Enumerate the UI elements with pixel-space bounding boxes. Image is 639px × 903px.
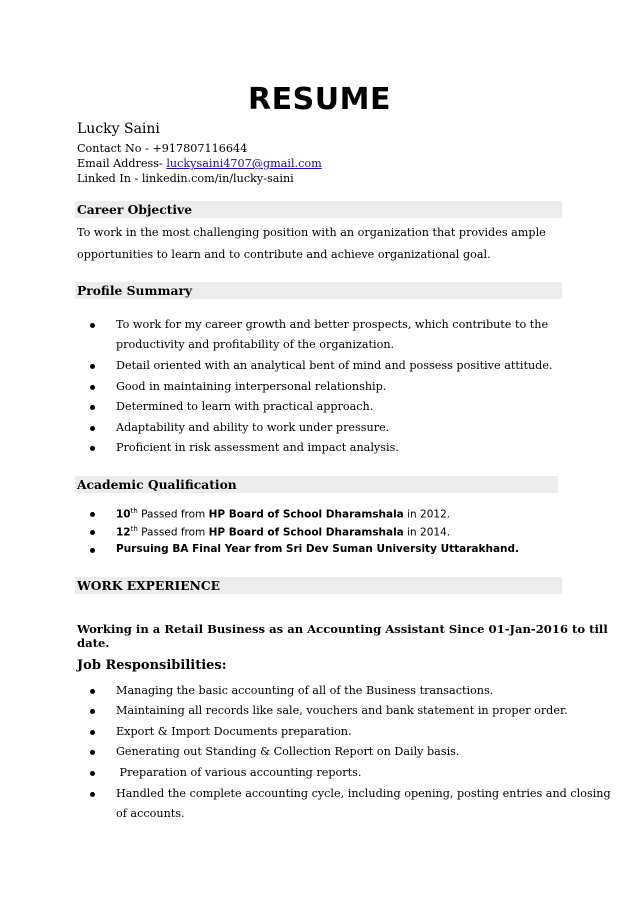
bullet-icon (90, 730, 95, 735)
bullet-icon (90, 530, 95, 535)
contact-email-line (77, 157, 322, 170)
bullet-icon (90, 323, 95, 328)
section-heading-profile-summary: Profile Summary (75, 282, 562, 299)
bullet-icon (90, 385, 95, 390)
bullet-icon (90, 426, 95, 431)
bullet-icon (90, 689, 95, 694)
email-label: Email Address- (77, 157, 167, 170)
resume-page: RESUME Lucky Saini Contact No - +917807116644 Email Address- luckysaini4707@gmail.com Linked In - linkedin.com/in/lucky-saini Career Objective To work in the most challenging position with an organization that provides ample opportunities to learn and to contribute and achieve organizational goal. Profile Summary To work for my career growth and better prospects, which contribute to the productivity and profitability of the organization. Detail oriented with an analytical bent of mind and possess positive attitude. Good in maintaining interpersonal relationship. Determined to learn with practical approach. Adaptability and ability to work under pressure. Proficient in risk assessment and impact analysis. Academic Qualification 10th Passed from HP Board of School Dharamshala in 2012. 12th Passed from HP Board of School Dharamshala in 2014. Pursuing BA Final Year from Sri Dev Suman University Uttarakhand. WORK EXPERIENCE Working in a Retail Business as an Accounting Assistant Since 01-Jan-2016 to till date. Job Responsibilities: Managing the basic accounting of all of the Business transactions. Maintaining all records like sale, vouchers and bank statement in proper order. Export & Import Documents preparation. Generating out Standing & Collection Report on Daily basis. Preparation of various accounting reports. Handled the complete accounting cycle, including opening, posting entries and closing of accounts. (0, 0, 639, 903)
email-link[interactable]: luckysaini4707@gmail.com (166, 157, 322, 170)
candidate-name: Lucky Saini (77, 121, 160, 137)
section-heading-work-experience: WORK EXPERIENCE (75, 577, 562, 594)
bullet-icon (90, 405, 95, 410)
section-heading-career-objective: Career Objective (75, 201, 562, 218)
section-heading-academic: Academic Qualification (75, 476, 558, 493)
contact-linkedin: Linked In - linkedin.com/in/lucky-saini (77, 172, 294, 185)
bullet-icon (90, 771, 95, 776)
bullet-icon (90, 364, 95, 369)
career-objective-line: To work in the most challenging position with an organization that provides ample (77, 226, 546, 239)
bullet-icon (90, 750, 95, 755)
bullet-icon (90, 548, 95, 553)
contact-phone: Contact No - +917807116644 (77, 142, 248, 155)
page-title: RESUME (248, 82, 391, 117)
bullet-icon (90, 709, 95, 714)
bullet-icon (90, 446, 95, 451)
career-objective-line: opportunities to learn and to contribute and achieve organizational goal. (77, 248, 491, 261)
bullet-icon (90, 512, 95, 517)
job-responsibilities-heading: Job Responsibilities: (77, 658, 227, 673)
work-experience-summary: Working in a Retail Business as an Accounting Assistant Since 01-Jan-2016 to till date. (77, 622, 608, 650)
bullet-icon (90, 792, 95, 797)
